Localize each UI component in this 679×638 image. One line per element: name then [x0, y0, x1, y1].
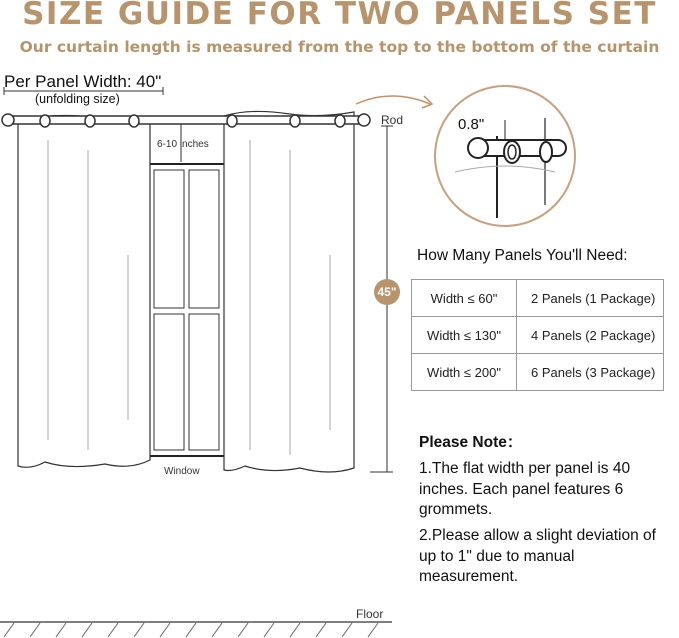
width-cell: Width ≤ 130"	[412, 317, 517, 354]
page-subtitle: Our curtain length is measured from the top to the bottom of the curtain	[19, 38, 660, 56]
count-cell: 4 Panels (2 Package)	[517, 317, 664, 354]
panels-heading: How Many Panels You'll Need:	[417, 247, 628, 264]
width-cell: Width ≤ 60"	[412, 280, 517, 317]
unfolding-size-label: (unfolding size)	[35, 92, 120, 106]
count-cell: 6 Panels (3 Package)	[517, 354, 664, 391]
detail-arrow	[356, 96, 430, 104]
floor-label: Floor	[356, 607, 384, 621]
grommet-detail	[435, 86, 575, 226]
length-badge: 45"	[374, 279, 400, 305]
left-curtain-panel	[18, 115, 150, 467]
rod-label: Rod	[381, 113, 404, 127]
width-cell: Width ≤ 200"	[412, 354, 517, 391]
table-row	[412, 317, 664, 354]
floor	[0, 622, 392, 637]
note-item: 2.Please allow a slight deviation of up to 1" due to manual measurement.	[419, 527, 656, 585]
grommet-size-label: 0.8"	[458, 116, 485, 133]
window-label: Window	[164, 466, 200, 477]
panel-width-label: Per Panel Width: 40"	[4, 72, 162, 91]
note-item: 1.The flat width per panel is 40 inches. Each panel features 6 grommets.	[419, 460, 631, 518]
count-cell: 2 Panels (1 Package)	[517, 280, 664, 317]
notes-heading: Please Note：	[419, 434, 523, 451]
table-row	[412, 280, 664, 317]
gap-label: 6-10 inches	[157, 139, 209, 150]
panels-table	[411, 279, 664, 391]
table-row	[412, 354, 664, 391]
right-curtain-panel	[224, 111, 354, 472]
window	[149, 164, 225, 456]
page-title: SIZE GUIDE FOR TWO PANELS SET	[22, 0, 657, 32]
